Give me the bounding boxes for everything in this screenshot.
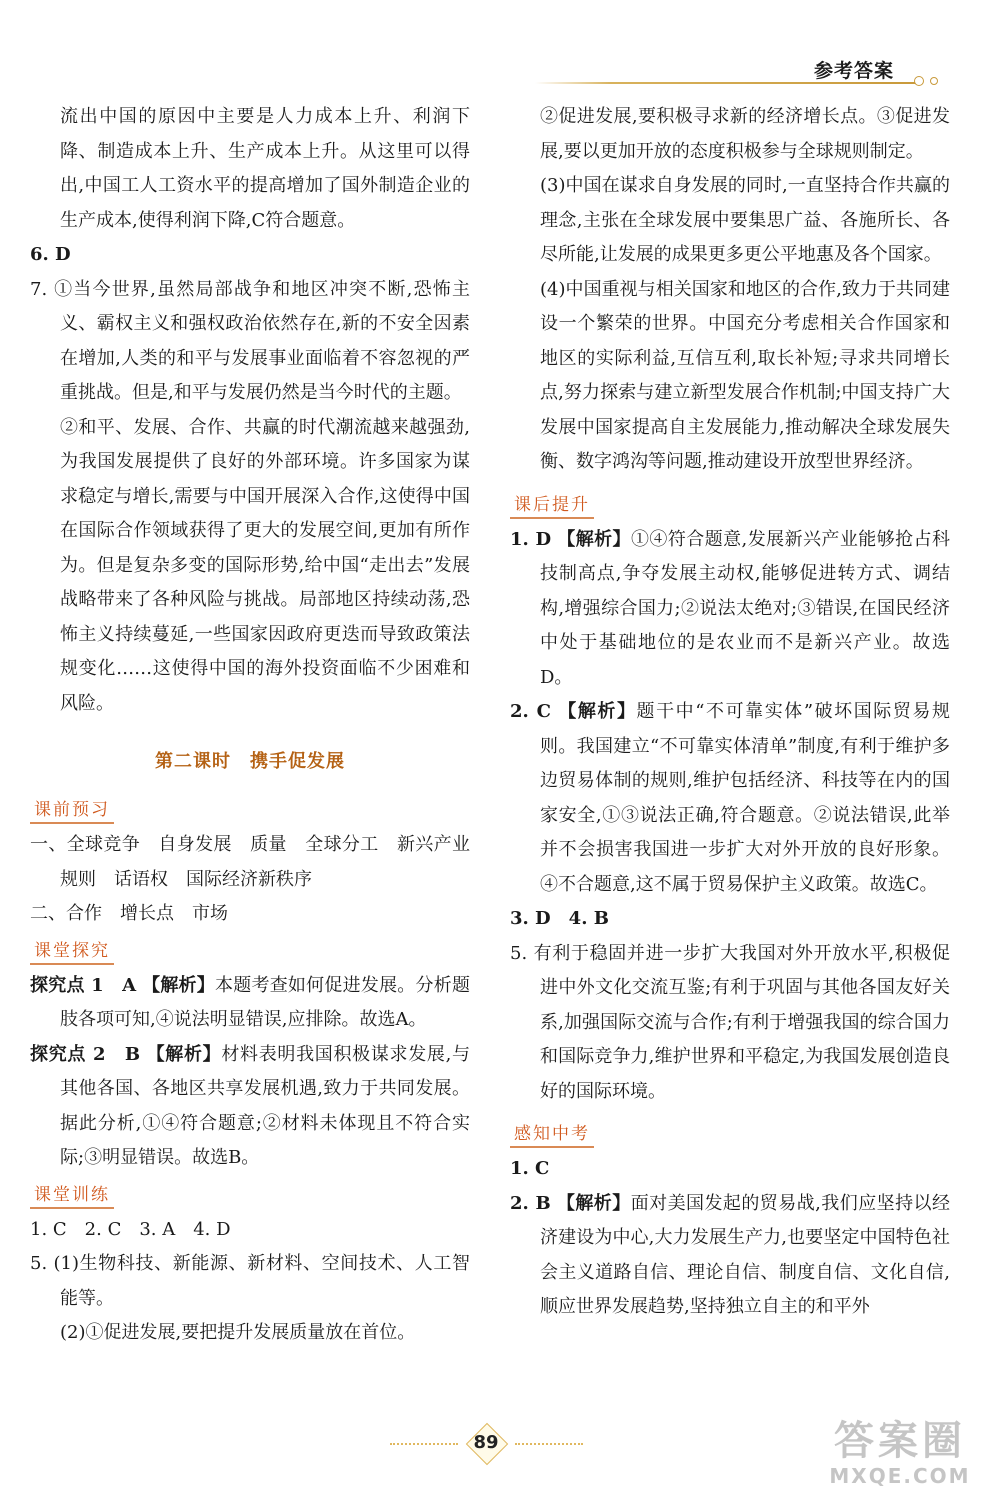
- training-answer-5-2-cont: ②促进发展,要积极寻求新的经济增长点。③促进发展,要以更加开放的态度积极参与全球规则制定。: [540, 106, 950, 162]
- training-answer-5-2: (2)①促进发展,要把提升发展质量放在首位。: [60, 1322, 416, 1343]
- answer-6: 6. D: [30, 244, 71, 265]
- analysis-label: 【解析】: [557, 528, 631, 550]
- header-title: 参考答案: [814, 60, 895, 82]
- page-number-ornament: [515, 1443, 583, 1447]
- analysis-label: 【解析】: [146, 1043, 222, 1065]
- explore-2-text: 材料表明我国积极谋求发展,与其他各国、各地区共享发展机遇,致力于共同发展。据此分析,①④符合题意;②材料未体现且不符合实际;③明显错误。故选B。: [60, 1043, 470, 1168]
- left-column: [30, 100, 488, 1351]
- continued-answer: 流出中国的原因中主要是人力成本上升、利润下降、制造成本上升、生产成本上升。从这里可以得出,中国工人工资水平的提高增加了国外制造企业的生产成本,使得利润下降,C符合题意。: [60, 106, 470, 231]
- explore-2-label: 探究点 2 B: [30, 1043, 141, 1065]
- after-answer-2: [510, 695, 950, 902]
- right-column: [510, 100, 950, 1325]
- page-number: 89: [462, 1424, 510, 1462]
- analysis-label: 【解析】: [558, 701, 637, 722]
- page-number-ornament: [390, 1443, 458, 1447]
- exam-answer-2: [510, 1187, 950, 1325]
- section-tag-exam: 感知中考: [510, 1119, 594, 1148]
- training-answer-5-4: (4)中国重视与相关国家和地区的合作,致力于共同建设一个繁荣的世界。中国充分考虑相关合作国家和地区的实际利益,互信互利,取长补短;寻求共同增长点,努力探索与建立新型发展合作机制;中国支持广大发展中国家提高自主发展能力,推动解决全球发展失衡、数字鸿沟等问题,推动建设开放型世界经济。: [540, 278, 950, 472]
- training-answer-5-1: 5. (1)生物科技、新能源、新材料、空间技术、人工智能等。: [30, 1253, 470, 1309]
- preview-answer-2: 二、合作 增长点 市场: [30, 903, 228, 924]
- after-answers-3-4: 3. D 4. B: [510, 908, 609, 929]
- section-tag-preview: 课前预习: [30, 795, 114, 824]
- answer-7-part-1: 7. ①当今世界,虽然局部战争和地区冲突不断,恐怖主义、霸权主义和强权政治依然存在,新的不安全因素在增加,人类的和平与发展事业面临着不容忽视的严重挑战。但是,和平与发展仍然是当今时代的主题。: [30, 278, 470, 403]
- after-2-text: 题干中“不可靠实体”破坏国际贸易规则。我国建立“不可靠实体清单”制度,有利于维护多边贸易体制的规则,维护包括经济、科技等在内的国家安全,①③说法正确,符合题意。②说法错误,此举并不会损害我国进一步扩大对外开放的良好形象。④不合题意,这不属于贸易保护主义政策。故选C。: [540, 701, 951, 895]
- section-tag-explore: 课堂探究: [30, 936, 114, 965]
- analysis-label: 【解析】: [142, 974, 216, 996]
- after-1-text: ①④符合题意,发展新兴产业能够抢占科技制高点,争夺发展主动权,能够促进转方式、调结构,增强综合国力;②说法太绝对;③错误,在国民经济中处于基础地位的是农业而不是新兴产业。故选D。: [540, 528, 950, 688]
- section-tag-after-class: 课后提升: [510, 490, 594, 519]
- explore-point-1: [30, 969, 470, 1038]
- after-2-label: 2. C: [510, 701, 551, 722]
- training-answers-1-4: 1. C 2. C 3. A 4. D: [30, 1218, 231, 1240]
- explore-1-label: 探究点 1 A: [30, 974, 137, 996]
- preview-answer-1: 一、全球竞争 自身发展 质量 全球分工 新兴产业 规则 话语权 国际经济新秩序: [30, 834, 488, 890]
- lesson-title: 第二课时 携手促发展: [155, 751, 345, 772]
- exam-2-label: 2. B: [510, 1192, 551, 1214]
- training-answer-5-3: (3)中国在谋求自身发展的同时,一直坚持合作共赢的理念,主张在全球发展中要集思广益、各施所长、各尽所能,让发展的成果更多更公平地惠及各个国家。: [540, 175, 950, 265]
- after-1-label: 1. D: [510, 528, 552, 550]
- watermark-text: 答案圈: [834, 1418, 966, 1464]
- watermark-logo: [820, 1418, 980, 1488]
- after-answer-5: 5. 有利于稳固并进一步扩大我国对外开放水平,积极促进中外文化交流互鉴;有利于巩固与其他各国友好关系,加强国际交流与合作;有利于增强我国的综合国力和国际竞争力,维护世界和平稳定,为我国发展创造良好的国际环境。: [510, 942, 950, 1102]
- analysis-label: 【解析】: [556, 1192, 631, 1214]
- header-ornament: [930, 77, 938, 85]
- explore-point-2: [30, 1038, 470, 1176]
- after-answer-1: [510, 523, 950, 696]
- header-ornament: [914, 76, 924, 86]
- explore-1-text: 本题考查如何促进发展。分析题肢各项可知,④说法明显错误,应排除。故选A。: [60, 974, 470, 1030]
- exam-answer-1: 1. C: [510, 1158, 550, 1179]
- section-tag-training: 课堂训练: [30, 1180, 114, 1209]
- answer-7-part-2: ②和平、发展、合作、共赢的时代潮流越来越强劲,为我国发展提供了良好的外部环境。许多国家为谋求稳定与增长,需要与中国开展深入合作,这使得中国在国际合作领域获得了更大的发展空间,更加有所作为。但是复杂多变的国际形势,给中国“走出去”发展战略带来了各种风险与挑战。局部地区持续动荡,恐怖主义持续蔓延,一些国家因政府更迭而导致政策法规变化……这使得中国的海外投资面临不少困难和风险。: [60, 416, 470, 714]
- exam-2-text: 面对美国发起的贸易战,我们应坚持以经济建设为中心,大力发展生产力,也要坚定中国特色社会主义道路自信、理论自信、制度自信、文化自信,顺应世界发展趋势,坚持独立自主的和平外: [540, 1192, 950, 1317]
- header-rule: [535, 82, 915, 84]
- watermark-url: MXQE.COM: [829, 1464, 971, 1488]
